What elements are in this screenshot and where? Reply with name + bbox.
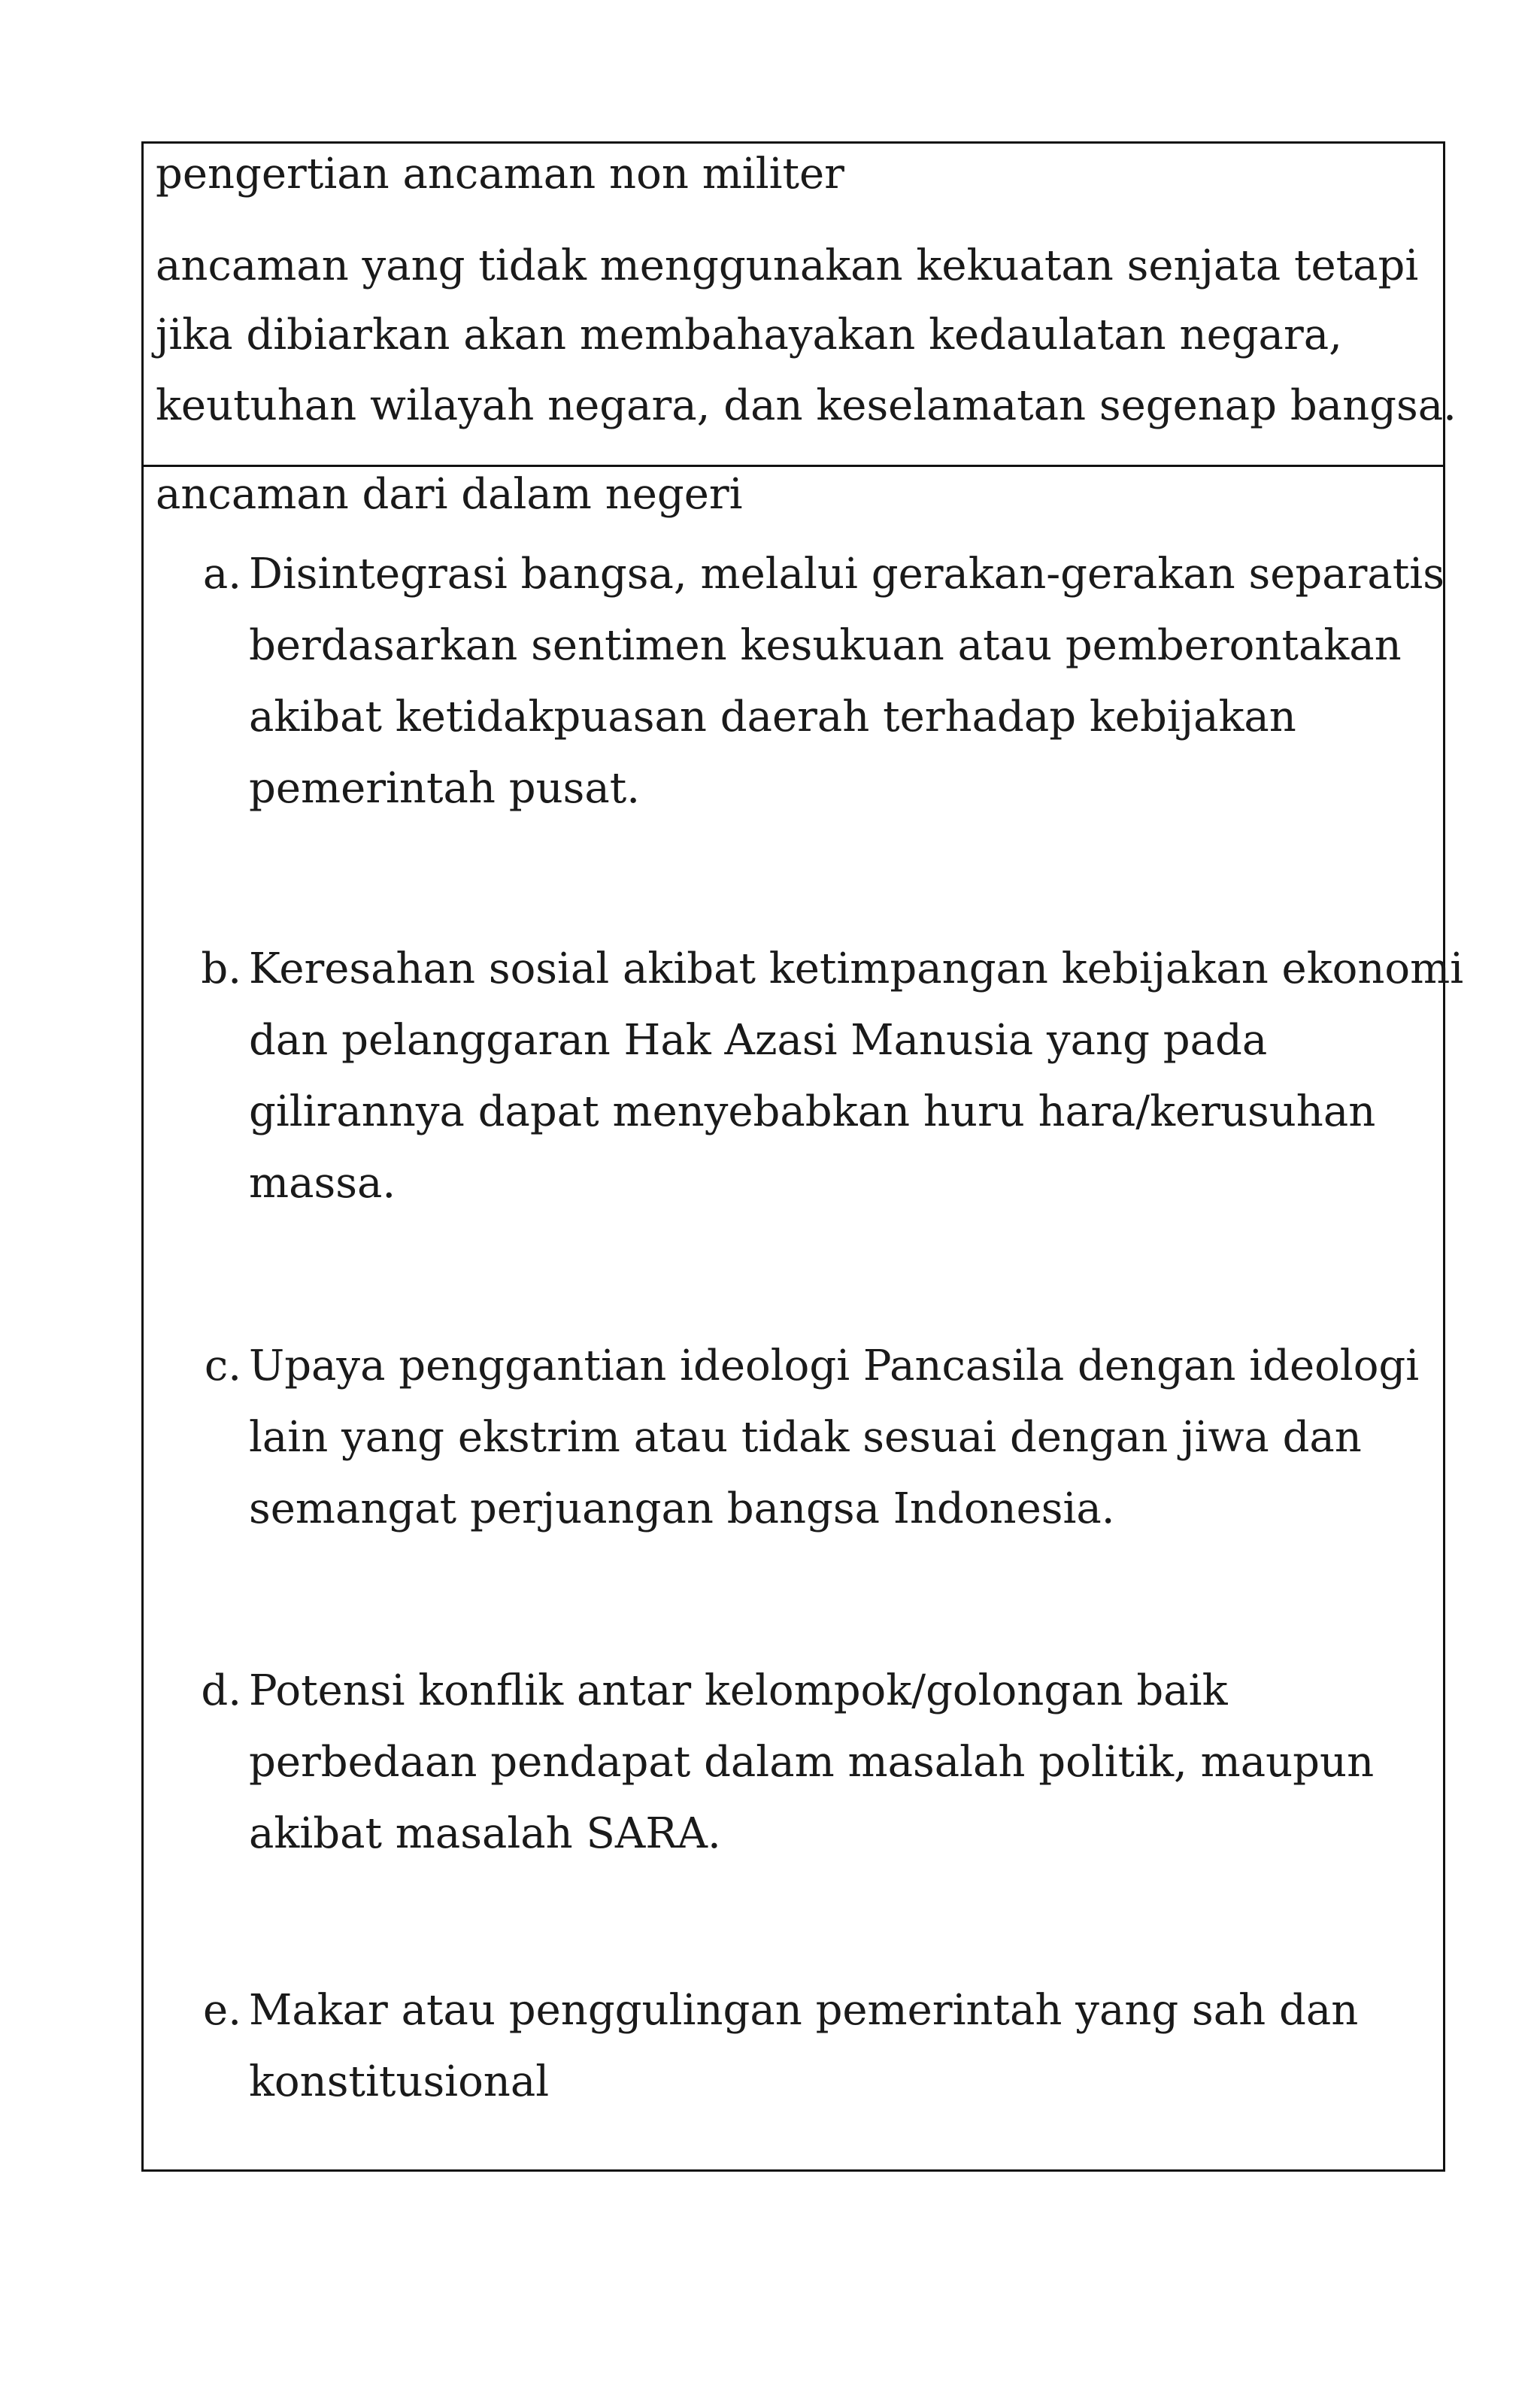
list-item-line: pemerintah pusat. bbox=[249, 764, 641, 813]
list-item-line: perbedaan pendapat dalam masalah politik, maupun bbox=[249, 1738, 1375, 1787]
document-table bbox=[141, 141, 1464, 2172]
list-item-line: akibat masalah SARA. bbox=[249, 1809, 721, 1858]
list-item-line: gilirannya dapat menyebabkan huru hara/kerusuhan bbox=[249, 1087, 1376, 1136]
list-item-line: semangat perjuangan bangsa Indonesia. bbox=[249, 1484, 1115, 1533]
list-item-line: massa. bbox=[249, 1159, 396, 1208]
list-marker: a. bbox=[202, 550, 241, 599]
definition-heading: pengertian ancaman non militer bbox=[156, 150, 844, 199]
domestic-threats-cell bbox=[144, 467, 1464, 2169]
definition-line: keutuhan wilayah negara, dan keselamatan segenap bangsa. bbox=[156, 381, 1457, 430]
list-item-line: akibat ketidakpuasan daerah terhadap kebijakan bbox=[249, 693, 1296, 741]
list-marker: b. bbox=[201, 944, 241, 993]
list-marker: d. bbox=[201, 1666, 241, 1715]
list-item-line: Keresahan sosial akibat ketimpangan kebijakan ekonomi bbox=[249, 944, 1464, 993]
list-item-line: Upaya penggantian ideologi Pancasila dengan ideologi bbox=[249, 1342, 1420, 1390]
list-marker: e. bbox=[203, 1986, 241, 2035]
list-item-line: lain yang ekstrim atau tidak sesuai dengan jiwa dan bbox=[249, 1413, 1362, 1462]
definition-cell bbox=[144, 144, 1457, 467]
list-item-line: dan pelanggaran Hak Azasi Manusia yang pada bbox=[249, 1016, 1268, 1065]
list-item-line: berdasarkan sentimen kesukuan atau pemberontakan bbox=[249, 621, 1402, 670]
domestic-threats-heading: ancaman dari dalam negeri bbox=[156, 470, 743, 519]
list-item-line: Makar atau penggulingan pemerintah yang sah dan bbox=[249, 1986, 1359, 2035]
list-item-line: Disintegrasi bangsa, melalui gerakan-gerakan separatis bbox=[249, 550, 1445, 599]
list-item-line: Potensi konflik antar kelompok/golongan baik bbox=[249, 1666, 1228, 1715]
definition-line: jika dibiarkan akan membahayakan kedaulatan negara, bbox=[156, 311, 1342, 359]
definition-line: ancaman yang tidak menggunakan kekuatan senjata tetapi bbox=[156, 241, 1419, 290]
list-marker: c. bbox=[204, 1342, 241, 1390]
list-item-line: konstitusional bbox=[249, 2057, 550, 2106]
